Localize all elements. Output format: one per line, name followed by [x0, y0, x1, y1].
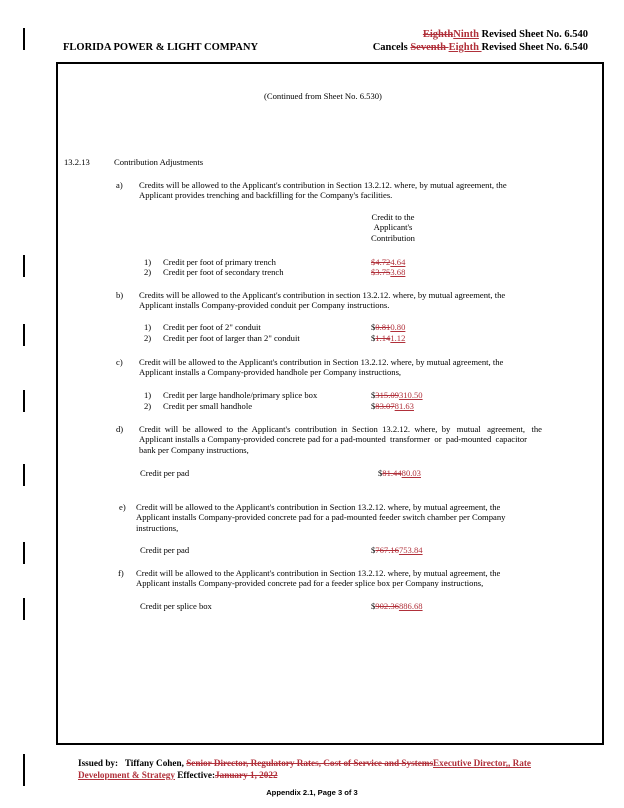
continued-note: (Continued from Sheet No. 6.530)	[264, 91, 382, 101]
credit-value: $902.36886.68	[371, 601, 423, 611]
revised-sheet-line	[423, 29, 588, 40]
section-title: Contribution Adjustments	[114, 157, 204, 167]
issued-by-label: Issued by:	[78, 758, 119, 768]
change-bar	[23, 255, 25, 277]
table-row: Credit per splice box	[140, 601, 212, 611]
table-row: 2) Credit per foot of larger than 2" conduit	[144, 333, 300, 343]
change-bar	[23, 464, 25, 486]
credit-value: $0.810.80	[371, 322, 406, 332]
item-text: Credits will be allowed to the Applicant's contribution in section 13.2.12. where, by mutual agreement, the Applicant installs Company-provided conduit per Company instructions.	[139, 290, 506, 311]
credit-value: $1.141.12	[371, 333, 406, 343]
inserted-title-2: Development & Strategy	[78, 770, 175, 780]
company-name: FLORIDA POWER & LIGHT COMPANY	[63, 42, 259, 53]
change-bar	[23, 28, 25, 50]
deleted-title: Senior Director, Regulatory Rates, Cost of Service and Systems	[186, 758, 434, 768]
deleted-text: Eighth	[422, 29, 454, 40]
table-row: 2) Credit per small handhole	[144, 401, 253, 411]
credit-value: $767.16753.84	[371, 545, 423, 555]
appendix-note: Appendix 2.1, Page 3 of 3	[266, 788, 358, 797]
credit-value: $81.4480.03	[378, 468, 421, 478]
item-label: a)	[116, 180, 123, 190]
change-bar	[23, 754, 25, 786]
cancels-prefix: Cancels	[372, 42, 411, 53]
credit-value: $3.753.68	[371, 267, 406, 277]
credit-value: $83.0781.63	[371, 401, 414, 411]
deleted-text: Seventh	[410, 42, 449, 53]
inserted-text: Eighth	[448, 42, 482, 53]
credit-value: $315.09310.50	[371, 390, 423, 400]
table-row: 1) Credit per foot of primary trench	[144, 257, 276, 267]
item-label: d)	[116, 424, 124, 434]
cancels-sheet-text: Revised Sheet No. 6.540	[481, 42, 588, 53]
column-header: Credit to the Applicant's Contribution	[371, 212, 415, 243]
table-row: 2) Credit per foot of secondary trench	[144, 267, 284, 277]
revised-sheet-text: Revised Sheet No. 6.540	[478, 29, 588, 40]
table-row: Credit per pad	[140, 468, 190, 478]
effective-label: Effective:	[174, 770, 216, 780]
table-row: 1) Credit per large handhole/primary splice box	[144, 390, 318, 400]
credit-value: $4.724.64	[371, 257, 406, 267]
item-text: Credit will be allowed to the Applicant's contribution in Section 13.2.12. where, by mutual agreement, the Applicant installs a Company-provided handhole per Company instructions,	[139, 357, 504, 378]
item-text: Credit will be allowed to the Applicant's contribution in Section 13.2.12. where, by mutual agreement, the Applicant installs Company-provided concrete pad for a feeder splice box per Company instructions,	[136, 568, 501, 589]
change-bar	[23, 390, 25, 412]
change-bar	[23, 324, 25, 346]
issuer-name: Tiffany Cohen,	[124, 758, 187, 768]
item-label: c)	[116, 357, 123, 367]
item-text: Credits will be allowed to the Applicant's contribution in Section 13.2.12. where, by mutual agreement, the Applicant provides trenching and backfilling for the Company's facilities.	[139, 180, 507, 201]
cancels-sheet-line	[373, 42, 588, 53]
item-text: Credit will be allowed to the Applicant's contribution in Section 13.2.12. where, by mutual agreement, the Applicant installs Company-provided concrete pad for a pad-mounted feeder switch chamber per Company instructions,	[136, 502, 506, 533]
issued-by-line	[78, 757, 598, 781]
item-label: e)	[119, 502, 126, 512]
item-label: f)	[118, 568, 124, 578]
change-bar	[23, 598, 25, 620]
table-row: Credit per pad	[140, 545, 190, 555]
item-label: b)	[116, 290, 124, 300]
table-row: 1) Credit per foot of 2" conduit	[144, 322, 261, 332]
section-number: 13.2.13	[64, 157, 90, 167]
inserted-title: Executive Director,, Rate	[433, 758, 531, 768]
deleted-effective-date: January 1, 2022	[215, 770, 278, 780]
change-bar	[23, 542, 25, 564]
item-text: Credit will be allowed to the Applicant's contribution in Section 13.2.12. where, by mutual agreement, the Applicant installs a Company-provided concrete pad for a pad-mounted transformer or pad-mounted capacitor bank per Company instructions,	[139, 424, 542, 455]
inserted-text: Ninth	[453, 29, 479, 40]
